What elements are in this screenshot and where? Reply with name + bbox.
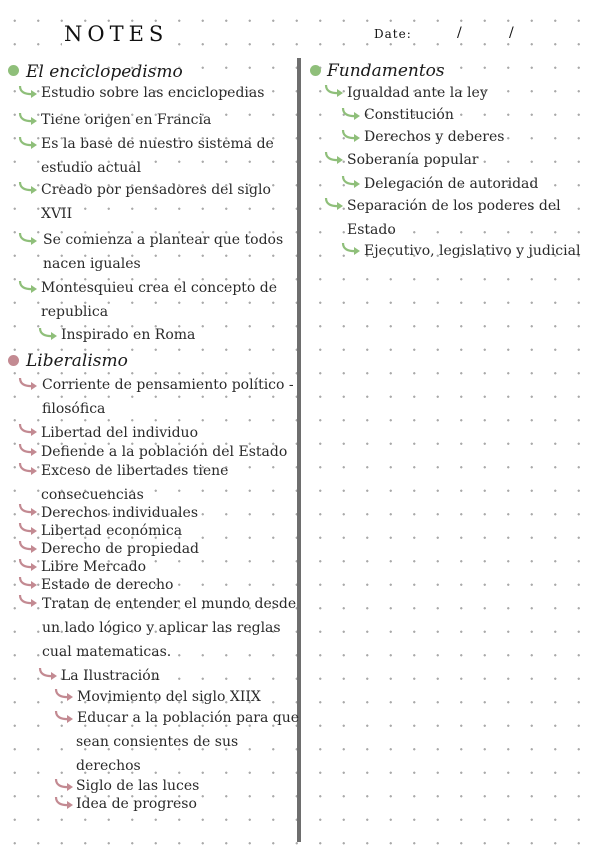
curved-arrow-icon bbox=[38, 327, 60, 341]
note-line: Derechos individuales bbox=[41, 505, 199, 521]
curved-arrow-icon bbox=[18, 85, 40, 99]
curved-arrow-icon bbox=[18, 181, 40, 195]
section-heading-enciclopedismo: El enciclopedismo bbox=[26, 62, 183, 82]
date-slash-1: / bbox=[457, 25, 462, 41]
curved-arrow-icon bbox=[54, 710, 76, 724]
curved-arrow-icon bbox=[18, 462, 40, 476]
note-line: consecuencias bbox=[41, 487, 144, 503]
note-line: republica bbox=[41, 304, 109, 320]
curved-arrow-icon bbox=[18, 503, 40, 517]
note-line: derechos bbox=[76, 758, 141, 774]
note-line: Se comienza a plantear que todos bbox=[43, 232, 284, 248]
bullet-dot-rose bbox=[8, 355, 19, 366]
note-line: Idea de progreso bbox=[76, 796, 197, 812]
note-line: Siglo de las luces bbox=[76, 778, 200, 794]
note-line: Estado bbox=[347, 222, 396, 238]
curved-arrow-icon bbox=[324, 197, 346, 211]
note-line: Inspirado en Roma bbox=[61, 327, 196, 343]
note-line: Derecho de propiedad bbox=[41, 541, 199, 557]
note-line: Corriente de pensamiento político - bbox=[42, 377, 294, 393]
date-label: Date: bbox=[374, 27, 412, 41]
note-line: nacen iguales bbox=[43, 256, 141, 272]
curved-arrow-icon bbox=[341, 242, 363, 256]
curved-arrow-icon bbox=[18, 558, 40, 572]
curved-arrow-icon bbox=[18, 522, 40, 536]
note-line: Separación de los poderes del bbox=[347, 198, 561, 214]
curved-arrow-icon bbox=[341, 175, 363, 189]
curved-arrow-icon bbox=[18, 280, 40, 294]
curved-arrow-icon bbox=[18, 540, 40, 554]
note-line: Es la base de nuestro sistema de bbox=[41, 136, 274, 152]
curved-arrow-icon bbox=[54, 688, 76, 702]
curved-arrow-icon bbox=[18, 423, 40, 437]
note-line: Libertad económica bbox=[41, 523, 183, 539]
note-line: La Ilustración bbox=[61, 668, 160, 684]
note-line: Ejecutivo, legislativo y judicial bbox=[364, 243, 581, 259]
note-line: cual matematicas. bbox=[42, 644, 172, 660]
note-line: Derechos y deberes bbox=[364, 129, 505, 145]
note-line: Libertad del individuo bbox=[41, 425, 199, 441]
note-line: Montesquieu crea el concepto de bbox=[41, 280, 278, 296]
note-line: Constitución bbox=[364, 107, 454, 123]
curved-arrow-icon bbox=[54, 778, 76, 792]
curved-arrow-icon bbox=[18, 232, 40, 246]
note-line: Soberanía popular bbox=[347, 152, 479, 168]
note-line: estudio actual bbox=[41, 160, 142, 176]
note-line: Defiende a la población del Estado bbox=[41, 444, 288, 460]
curved-arrow-icon bbox=[324, 84, 346, 98]
curved-arrow-icon bbox=[18, 112, 40, 126]
curved-arrow-icon bbox=[18, 443, 40, 457]
note-line: sean consientes de sus bbox=[76, 734, 239, 750]
note-line: Igualdad ante la ley bbox=[347, 85, 488, 101]
section-heading-fundamentos: Fundamentos bbox=[327, 61, 445, 81]
note-line: Estudio sobre las enciclopedias bbox=[41, 85, 265, 101]
curved-arrow-icon bbox=[324, 151, 346, 165]
curved-arrow-icon bbox=[18, 377, 40, 391]
curved-arrow-icon bbox=[38, 667, 60, 681]
note-line: Libre Mercado bbox=[41, 559, 147, 575]
bullet-dot-green bbox=[8, 65, 19, 76]
note-line: Estado de derecho bbox=[41, 577, 174, 593]
curved-arrow-icon bbox=[54, 796, 76, 810]
note-line: Exceso de libertades tiene bbox=[41, 463, 229, 479]
date-slash-2: / bbox=[509, 25, 514, 41]
note-line: Tiene origen en Francia bbox=[41, 112, 212, 128]
note-line: Delegación de autoridad bbox=[364, 176, 539, 192]
note-line: XVII bbox=[41, 206, 73, 222]
note-line: Educar a la población para que bbox=[77, 710, 300, 726]
curved-arrow-icon bbox=[341, 129, 363, 143]
curved-arrow-icon bbox=[18, 594, 40, 608]
note-line: filosófica bbox=[42, 401, 106, 417]
note-line: Creado por pensadores del siglo bbox=[41, 182, 271, 198]
curved-arrow-icon bbox=[341, 107, 363, 121]
curved-arrow-icon bbox=[18, 576, 40, 590]
curved-arrow-icon bbox=[18, 136, 40, 150]
note-line: un lado lógico y aplicar las reglas bbox=[42, 620, 281, 636]
bullet-dot-green bbox=[310, 65, 321, 76]
notes-title: NOTES bbox=[64, 22, 169, 46]
note-line: Tratan de entender el mundo desde bbox=[42, 596, 297, 612]
section-heading-liberalismo: Liberalismo bbox=[26, 351, 128, 371]
note-line: Movimiento del siglo XIIX bbox=[77, 689, 261, 705]
